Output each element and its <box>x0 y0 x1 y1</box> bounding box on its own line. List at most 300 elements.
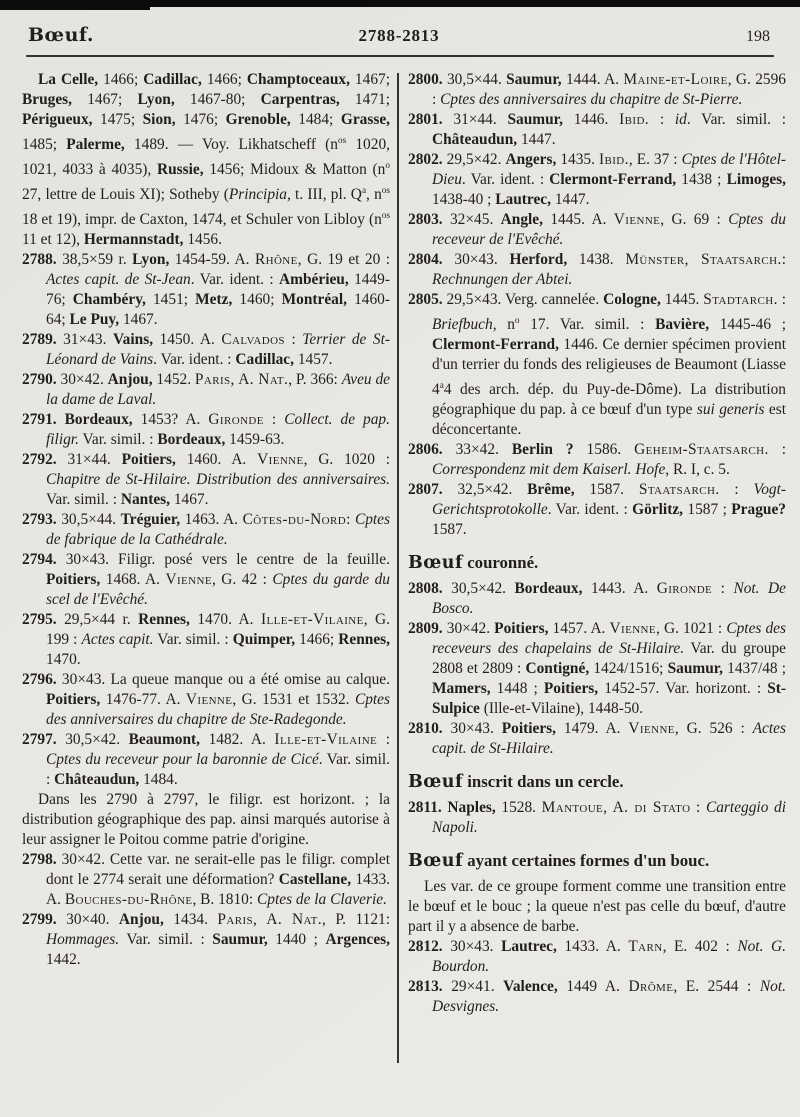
text-run: Vains, <box>112 331 154 348</box>
text-run: 1466; <box>98 71 144 88</box>
text-run: . Var. ident. : <box>153 351 236 368</box>
text-run: 30,5×44. <box>442 71 507 88</box>
text-run: : <box>690 799 706 816</box>
entry-2788 <box>22 250 390 330</box>
text-run: 1434. <box>163 911 218 928</box>
text-run: Var. du groupe 2808 et 2809 : <box>432 640 786 677</box>
running-title: Bœuf. <box>28 24 95 46</box>
text-run: , G. 1020 : <box>303 451 390 468</box>
text-run: Mamers, <box>432 680 491 697</box>
entry-2804 <box>408 250 786 290</box>
text-run: Brême, <box>527 481 575 498</box>
text-run: Calvados <box>221 331 285 348</box>
text-run: Principia, <box>228 186 291 203</box>
text-run: Vienne <box>628 720 675 737</box>
text-run: 29,5×42. <box>442 151 506 168</box>
text-run: Anjou, <box>107 371 153 388</box>
text-run: Not. Desvignes. <box>432 978 786 1015</box>
text-run: , G. 1021 : <box>656 620 727 637</box>
text-run <box>57 411 65 428</box>
text-run: Bœuf <box>408 772 464 792</box>
text-run: 2806. <box>408 441 443 458</box>
entry-2810 <box>408 719 786 759</box>
text-run: 1470. A. <box>189 611 261 628</box>
text-run: Cptes de fabrique de la Cathédrale. <box>46 511 390 548</box>
text-run: 30,5×42. <box>442 580 515 597</box>
text-run: 30×43. <box>442 938 502 955</box>
text-run: Carteggio di Napoli. <box>432 799 786 836</box>
text-run: Carpentras, <box>260 91 340 108</box>
text-run: Saumur, <box>506 71 562 88</box>
text-run: Rennes, <box>138 611 190 628</box>
text-run: 30×43. <box>442 251 510 268</box>
text-run: : <box>284 331 303 348</box>
entry-2796 <box>22 670 390 730</box>
text-run: 1445. <box>660 291 704 308</box>
text-run: Naples, <box>447 799 496 816</box>
text-run: Clermont-Ferrand, <box>549 171 677 188</box>
text-run: 1457. A. <box>548 620 610 637</box>
text-run: 1438-40 ; <box>432 191 496 208</box>
text-run: , P. 1121: <box>321 911 390 928</box>
text-run: Lautrec, <box>495 191 551 208</box>
text-run: 1445-46 ; <box>709 316 786 333</box>
text-run: 2805. <box>408 291 443 308</box>
text-run: Poitiers, <box>121 451 176 468</box>
text-run: Contigné, <box>525 660 590 677</box>
text-run: Hermannstadt, <box>83 231 184 248</box>
text-run: Champtoceaux, <box>246 71 350 88</box>
text-run: 1467-80; <box>174 91 261 108</box>
text-run: 1587 ; <box>683 501 732 518</box>
text-run: Rechnungen der Abtei. <box>432 271 573 288</box>
text-run: Poitiers, <box>543 680 599 697</box>
text-run: Metz, <box>195 291 233 308</box>
text-run: 1456; Midoux & Matton (n <box>203 161 386 178</box>
text-run: Périgueux, <box>22 111 93 128</box>
text-run: 29,5×43. Verg. cannelée. <box>442 291 604 308</box>
text-run: Rennes, <box>338 631 390 648</box>
text-run: inscrit dans un cercle. <box>463 772 624 791</box>
text-run: 1446. <box>562 111 620 128</box>
text-run: Stadtarch. <box>703 291 778 308</box>
text-columns <box>0 57 800 1063</box>
text-run: 1460; <box>232 291 282 308</box>
text-run: Cptes du receveur pour la baronnie de Cicé <box>46 751 319 768</box>
text-run: Ille-et-Vilaine <box>260 611 364 628</box>
text-run: 2793. <box>22 511 57 528</box>
text-run: 1484; <box>290 111 341 128</box>
text-run: Cptes de l'Hôtel-Dieu <box>432 151 786 188</box>
text-run: 1447. <box>517 131 556 148</box>
text-run: 1484. <box>139 771 178 788</box>
text-run: , G. 69 : <box>660 211 729 228</box>
text-run: 31×44. <box>442 111 508 128</box>
text-run: 18 et 19), impr. de Caxton, 1474, et Schuler von Libloy (n <box>22 211 382 228</box>
text-run: : <box>263 411 285 428</box>
text-run: , B. 1810: <box>192 891 257 908</box>
text-run: 30,5×44. <box>56 511 121 528</box>
text-run: Prague? <box>731 501 786 518</box>
text-run: 2807. <box>408 481 443 498</box>
text-run: 27, lettre de Louis XI); Sotheby ( <box>22 186 229 203</box>
text-run: Herford, <box>509 251 568 268</box>
text-run: 31×44. <box>56 451 122 468</box>
text-run: 2808. <box>408 580 443 597</box>
text-run: os <box>381 185 391 195</box>
text-run: Ille-et-Vilaine <box>274 731 378 748</box>
text-run: 38,5×59 r. <box>56 251 133 268</box>
text-run: 1446. Ce dernier spécimen provient d'un terrier du fonds des religieuses de Beaumont (Liasse 4 <box>432 336 786 398</box>
text-run: 2795. <box>22 611 57 628</box>
text-run: . Var. simil. : <box>46 751 391 788</box>
text-run: Poitiers, <box>46 691 101 708</box>
text-run: Lyon, <box>137 91 175 108</box>
text-run: Angers, <box>505 151 557 168</box>
text-run: Bordeaux, <box>514 580 583 597</box>
text-run: . Var. ident. : <box>547 501 633 518</box>
text-run: 1528. <box>495 799 542 816</box>
text-run: : <box>377 731 390 748</box>
text-run: , n <box>366 186 382 203</box>
text-run: Bœuf <box>408 553 464 573</box>
text-run: Angle, <box>500 211 543 228</box>
text-run: 1467; <box>72 91 138 108</box>
text-run: Cptes des receveurs des chapelains de St-Hilaire. <box>432 620 787 657</box>
text-run: La Celle, <box>38 71 99 88</box>
text-run: 2809. <box>408 620 443 637</box>
text-run: 30×42. <box>56 371 108 388</box>
text-run: Grasse, <box>340 111 390 128</box>
text-run: 29,5×44 r. <box>56 611 139 628</box>
text-run: Cptes du garde du scel de l'Evêché. <box>46 571 391 608</box>
text-run: , G. 526 : <box>674 720 753 737</box>
text-run: 1476-77. A. <box>100 691 186 708</box>
text-run: Actes capit. de St-Jean <box>46 271 191 288</box>
text-run: Cadillac, <box>143 71 202 88</box>
text-run: 1463. A. <box>180 511 243 528</box>
text-run: 30×42. <box>442 620 495 637</box>
text-run: Châteaudun, <box>54 771 140 788</box>
text-run: Gironde <box>656 580 713 597</box>
text-run: Lautrec, <box>501 938 557 955</box>
text-run: 2800. <box>408 71 443 88</box>
text-run: 2794. <box>22 551 57 568</box>
text-run: 17. Var. simil. : <box>519 316 656 333</box>
text-run: Bavière, <box>655 316 710 333</box>
text-run: 2802. <box>408 151 443 168</box>
text-run: , E. 402 : <box>662 938 738 955</box>
text-run: , R. I, c. 5. <box>665 461 730 478</box>
entry-2807 <box>408 480 786 540</box>
entry-2803 <box>408 210 786 250</box>
text-run: o <box>514 315 520 325</box>
text-run: Poitiers, <box>46 571 101 588</box>
entry-2805 <box>408 290 786 440</box>
text-run: 32,5×42. <box>442 481 528 498</box>
text-run: Saumur, <box>507 111 563 128</box>
right-column <box>408 70 786 1063</box>
text-run: Les var. de ce groupe forment comme une transition entre le bœuf et le bouc ; la queue n'est pas celle du bœuf, d'autre part il y a absence de barbe. <box>408 878 786 935</box>
text-run: 1443. A. <box>582 580 657 597</box>
text-run: id <box>674 111 687 128</box>
text-run: Aveu de la dame de Laval. <box>46 371 390 408</box>
text-run: 2813. <box>408 978 443 995</box>
text-run: Görlitz, <box>632 501 683 518</box>
entry-2811 <box>408 798 786 838</box>
text-run: Staatsarch. <box>638 481 720 498</box>
section-heading-boeuf-inscrit-cercle <box>408 772 786 792</box>
text-run: 11 et 12), <box>22 231 84 248</box>
text-run: Var. simil. : <box>153 631 233 648</box>
entry-2800 <box>408 70 786 110</box>
text-run: 1456. <box>183 231 222 248</box>
text-run: , G. 2596 : <box>432 71 786 108</box>
text-run: 1467. <box>119 311 158 328</box>
text-run: 1459-63. <box>225 431 285 448</box>
text-run: 1449-76; <box>46 271 390 308</box>
text-run: Terrier de St-Léonard de Vains <box>46 331 390 368</box>
text-run: Vienne <box>185 691 233 708</box>
text-run: Valence, <box>503 978 558 995</box>
text-run: , G. 1531 et 1532. <box>232 691 355 708</box>
text-run: Nantes, <box>120 491 170 508</box>
text-run: Sion, <box>142 111 176 128</box>
text-run: 2801. <box>408 111 443 128</box>
text-run: 2804. <box>408 251 443 268</box>
text-run: Münster, Staatsarch. <box>625 251 782 268</box>
text-run: 1471; <box>339 91 390 108</box>
text-run: est déconcertante. <box>432 401 787 438</box>
text-run: 1479. A. <box>556 720 629 737</box>
entry-2789 <box>22 330 390 370</box>
text-run: 1489. — Voy. Likhatscheff (n <box>124 136 338 153</box>
entry-range: 2788-2813 <box>358 26 440 45</box>
text-run: Var. simil. : <box>78 431 158 448</box>
text-run: 1449 A. <box>557 978 629 995</box>
text-run: Hommages. <box>46 931 120 948</box>
text-run: 32×45. <box>442 211 501 228</box>
text-run: . Var. ident. : <box>190 271 280 288</box>
text-run: : <box>768 441 786 458</box>
entry-2809 <box>408 619 786 719</box>
text-run: 1586. <box>573 441 635 458</box>
text-run: 2811. <box>408 799 442 816</box>
text-run: Actes capit. <box>81 631 154 648</box>
text-run: 1587. <box>574 481 639 498</box>
text-run: 1438 ; <box>676 171 727 188</box>
text-run: Geheim-Staatsarch. <box>634 441 769 458</box>
entry-2798 <box>22 850 390 910</box>
text-run: 2789. <box>22 331 57 348</box>
text-run: Palerme, <box>66 136 125 153</box>
text-run: 1485; <box>22 136 67 153</box>
text-run: couronné. <box>463 553 539 572</box>
entry-2790 <box>22 370 390 410</box>
text-run: 30×43. La queue manque ou a été omise au calque. <box>56 671 390 688</box>
text-run: 1475; <box>92 111 143 128</box>
text-run: 1020, 1021, 4033 à 4035), <box>22 136 390 178</box>
text-run: Berlin ? <box>511 441 574 458</box>
text-run: Grenoble, <box>225 111 291 128</box>
text-run: Maine-et-Loire <box>623 71 728 88</box>
entry-2795 <box>22 610 390 670</box>
text-run: Russie, <box>156 161 204 178</box>
text-run: , E. 2544 : <box>673 978 760 995</box>
text-run: 1438. <box>567 251 626 268</box>
text-run: Saumur, <box>212 931 268 948</box>
text-run: Briefbuch, <box>432 316 497 333</box>
text-run: Bordeaux, <box>157 431 226 448</box>
text-run: Not. G. Bourdon. <box>432 938 786 975</box>
text-run: Castellane, <box>278 871 352 888</box>
text-run: 1466; <box>295 631 339 648</box>
text-run: 33×42. <box>442 441 512 458</box>
text-run: , G. 42 : <box>211 571 273 588</box>
text-run: 30×43. Filigr. posé vers le centre de la feuille. <box>56 551 390 568</box>
text-run: Châteaudun, <box>432 131 518 148</box>
text-run: , E. 37 : <box>628 151 682 168</box>
text-run: Var. simil. : <box>119 931 213 948</box>
text-run: 1476; <box>175 111 226 128</box>
text-run: Quimper, <box>232 631 296 648</box>
text-run: t. III, pl. Q <box>290 186 362 203</box>
entry-2793 <box>22 510 390 550</box>
text-run: 1450. A. <box>153 331 222 348</box>
text-run: a <box>439 380 444 390</box>
text-run: Bœuf <box>408 851 464 871</box>
text-run: , G. 19 et 20 : <box>297 251 390 268</box>
text-run: 1435. <box>556 151 599 168</box>
text-run: . Var. simil. : <box>686 111 786 128</box>
text-run: Cptes des anniversaires du chapitre de Ste-Radegonde. <box>46 691 390 728</box>
entry-2812 <box>408 937 786 977</box>
text-run: Bouches-du-Rhône <box>64 891 193 908</box>
text-run: Chambéry, <box>72 291 146 308</box>
text-run: St-Sulpice <box>432 680 786 717</box>
text-run: 2810. <box>408 720 443 737</box>
text-run: 2788. <box>22 251 57 268</box>
text-run: Rhône <box>254 251 298 268</box>
text-run: Mantoue, A. di Stato <box>541 799 691 816</box>
text-run: Cptes de la Claverie. <box>257 891 387 908</box>
text-run: n <box>496 316 515 333</box>
text-run: (Ille-et-Vilaine), 1448-50. <box>479 700 644 717</box>
text-run: Bordeaux, <box>64 411 133 428</box>
text-run: Not. De Bosco. <box>432 580 786 617</box>
text-run: Côtes-du-Nord <box>242 511 347 528</box>
text-run: 2799. <box>22 911 57 928</box>
text-run: 1470. <box>46 651 81 668</box>
paragraph-continuation <box>22 70 390 250</box>
text-run: , P. 366: <box>288 371 342 388</box>
text-run: Collect. de pap. filigr. <box>46 411 390 448</box>
left-column <box>22 70 390 1063</box>
text-run: 1445. A. <box>542 211 614 228</box>
text-run: Drôme <box>628 978 674 995</box>
text-run: 1452-57. Var. horizont. : <box>598 680 768 697</box>
text-run: 30×40. <box>56 911 119 928</box>
text-run: : <box>719 481 754 498</box>
text-run: 1440 ; <box>267 931 326 948</box>
text-run: 1460. A. <box>175 451 258 468</box>
text-run: Ambérieu, <box>279 271 349 288</box>
text-run: Vienne <box>613 211 661 228</box>
section-heading-boeuf-bouc <box>408 851 786 871</box>
text-run: 1437/48 ; <box>723 660 787 677</box>
text-run: 1467. <box>170 491 209 508</box>
text-run: Tréguier, <box>120 511 181 528</box>
text-run: Le Puy, <box>69 311 120 328</box>
text-run: Lyon, <box>132 251 170 268</box>
text-run: Correspondenz mit dem Kaiserl. Hofe <box>432 461 666 478</box>
text-run: Vienne <box>609 620 657 637</box>
text-run: . Var. ident. : <box>461 171 550 188</box>
text-run: Var. simil. : <box>46 491 121 508</box>
text-run: 1587. <box>432 521 467 538</box>
text-run: 2803. <box>408 211 443 228</box>
text-run: : <box>649 111 675 128</box>
text-run: 1433. A. <box>556 938 629 955</box>
text-run: Saumur, <box>667 660 724 677</box>
text-run: 1457. <box>293 351 333 368</box>
entry-2801 <box>408 110 786 150</box>
text-run: 30×43. <box>442 720 502 737</box>
text-run: 1452. <box>152 371 195 388</box>
text-run: 2798. <box>22 851 57 868</box>
entry-2813 <box>408 977 786 1017</box>
text-run: 2792. <box>22 451 57 468</box>
text-run: os <box>381 210 390 220</box>
text-run: : <box>777 291 787 308</box>
text-run: 1468. A. <box>100 571 166 588</box>
text-run: , G. 199 : <box>46 611 390 648</box>
text-run: 1467; <box>349 71 390 88</box>
note-filigrane-horizontal <box>22 790 390 850</box>
text-run: 1453? A. <box>132 411 209 428</box>
entry-2808 <box>408 579 786 619</box>
text-run: 1454-59. A. <box>169 251 255 268</box>
page-number: 198 <box>745 28 770 45</box>
text-run: 2790. <box>22 371 57 388</box>
entry-2794 <box>22 550 390 610</box>
text-run: 30×42. Cette var. ne serait-elle pas le filigr. complet dont le 2774 serait une déformation? <box>46 851 390 888</box>
text-run: Cptes du receveur de l'Evêché. <box>432 211 786 248</box>
entry-2806 <box>408 440 786 480</box>
text-run: Chapitre de St-Hilaire. Distribution des anniversaires. <box>46 471 390 488</box>
entry-2792 <box>22 450 390 510</box>
text-run: : <box>712 580 734 597</box>
text-run: 31×43. <box>56 331 113 348</box>
entry-2802 <box>408 150 786 210</box>
text-run: 2796. <box>22 671 57 688</box>
text-run: 1460-64; <box>46 291 390 328</box>
entry-2797 <box>22 730 390 790</box>
text-run: 1444. A. <box>561 71 624 88</box>
text-run: : <box>346 511 355 528</box>
text-run: Vienne <box>165 571 212 588</box>
text-run: Paris, A. Nat. <box>217 911 322 928</box>
text-run: 1451; <box>145 291 196 308</box>
text-run: 1424/1516; <box>589 660 668 677</box>
text-run: Montréal, <box>281 291 347 308</box>
text-run: sui generis <box>696 401 765 418</box>
text-run: o <box>385 160 390 170</box>
entry-2799 <box>22 910 390 970</box>
text-run: Cptes des anniversaires du chapitre de St-Pierre. <box>440 91 743 108</box>
text-run: Anjou, <box>118 911 164 928</box>
text-run: Cadillac, <box>235 351 294 368</box>
